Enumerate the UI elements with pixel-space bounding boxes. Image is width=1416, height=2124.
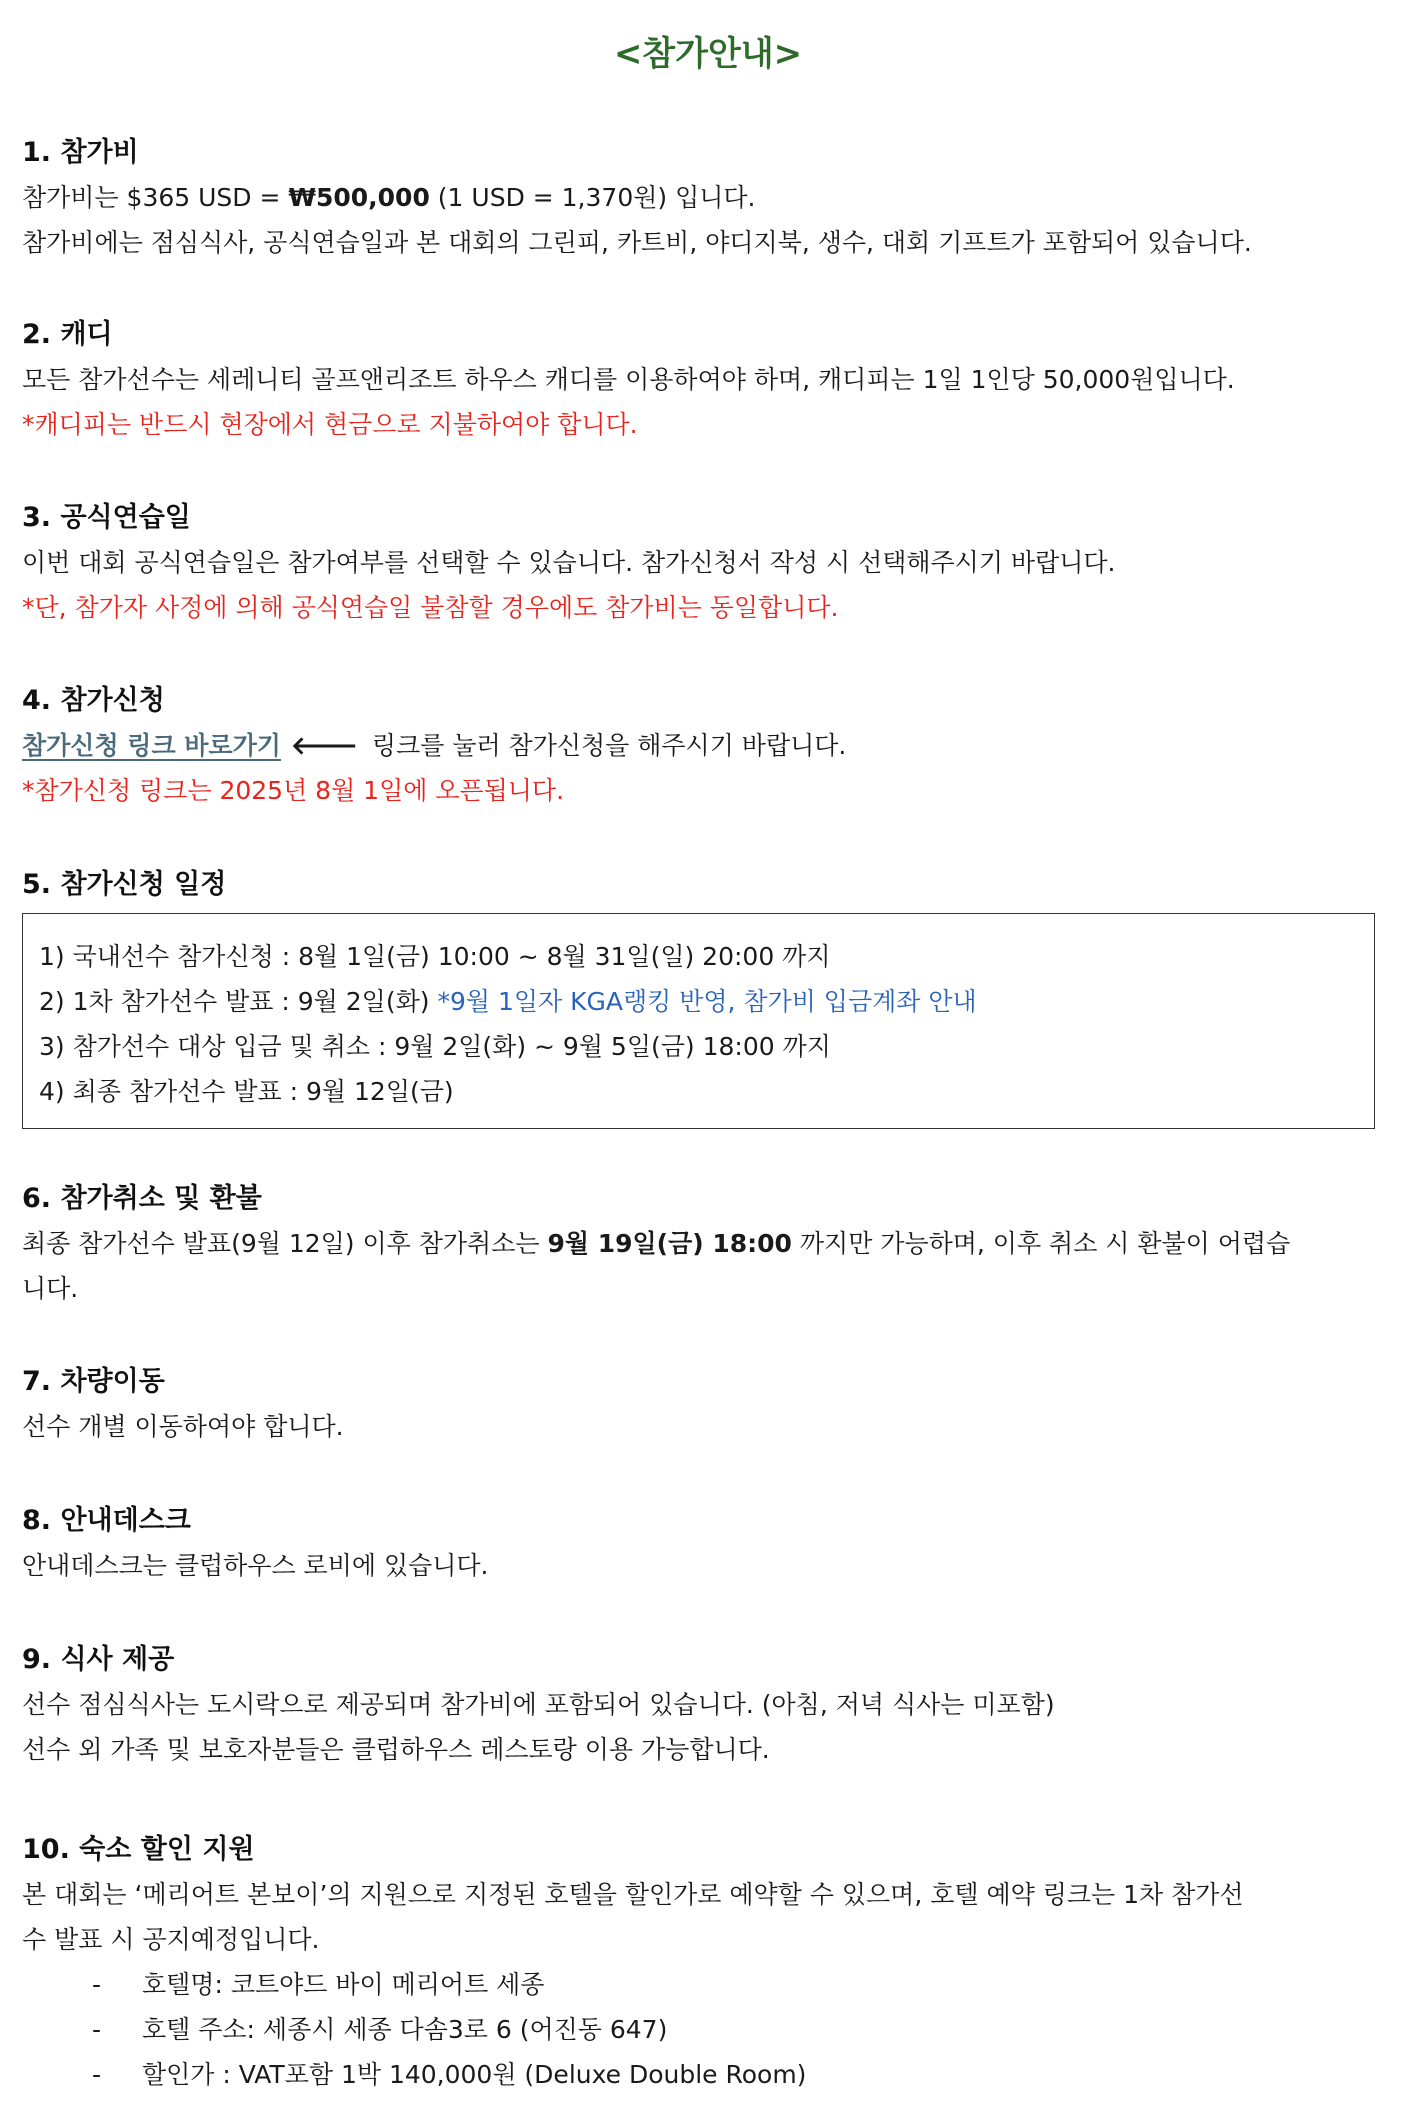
section-meal: [22, 1637, 1394, 1772]
apply-note: *참가신청 링크는 2025년 8월 1일에 오픈됩니다.: [22, 776, 565, 805]
refund-deadline: 9월 19일(금) 18:00: [547, 1229, 792, 1258]
schedule-box: [22, 913, 1375, 1129]
section-fee: [22, 130, 1394, 265]
section-heading: 6. 참가취소 및 환불: [22, 1183, 262, 1214]
refund-info-line: [22, 1221, 1394, 1266]
caddie-info-line: 모든 참가선수는 세레니티 골프앤리조트 하우스 캐디를 이용하여야 하며, 캐디피는 1일 1인당 50,000원입니다.: [22, 365, 1235, 394]
schedule-item: 1) 국내선수 참가신청 : 8월 1일(금) 10:00 ~ 8월 31일(일) 20:00 까지: [39, 942, 831, 971]
section-heading: 8. 안내데스크: [22, 1505, 191, 1536]
refund-info-line-2: 니다.: [22, 1274, 79, 1303]
arrow-left-icon: 🡐: [290, 731, 358, 760]
hotel-address: 호텔 주소: 세종시 세종 다솜3로 6 (어진동 647): [142, 2015, 668, 2044]
section-heading: 2. 캐디: [22, 319, 113, 350]
section-practice: [22, 495, 1394, 630]
refund-text: 최종 참가선수 발표(9월 12일) 이후 참가취소는: [22, 1229, 548, 1258]
section-apply: [22, 678, 1394, 813]
caddie-note: *캐디피는 반드시 현장에서 현금으로 지불하여야 합니다.: [22, 410, 638, 439]
schedule-item-text: 2) 1차 참가선수 발표 : 9월 2일(화): [39, 987, 438, 1016]
practice-note: *단, 참가자 사정에 의해 공식연습일 불참할 경우에도 참가비는 동일합니다.: [22, 593, 839, 622]
schedule-item-note: *9월 1일자 KGA랭킹 반영, 참가비 입금계좌 안내: [437, 987, 977, 1016]
hotel-name: 호텔명: 코트야드 바이 메리어트 세종: [142, 1970, 545, 1999]
dash-bullet-icon: -: [92, 2060, 102, 2089]
dash-bullet-icon: -: [92, 1970, 102, 1999]
section-heading: 3. 공식연습일: [22, 502, 191, 533]
section-heading: 7. 차량이동: [22, 1366, 165, 1397]
fee-text: 참가비는 $365 USD =: [22, 183, 289, 212]
hotel-info-line: 본 대회는 ‘메리어트 본보이’의 지원으로 지정된 호텔을 할인가로 예약할 수 있으며, 호텔 예약 링크는 1차 참가선: [22, 1880, 1244, 1909]
meal-info-line-2: 선수 외 가족 및 보호자분들은 클럽하우스 레스토랑 이용 가능합니다.: [22, 1735, 770, 1764]
section-caddie: [22, 312, 1394, 447]
fee-krw-amount: ₩500,000: [288, 183, 430, 212]
section-desk: [22, 1498, 1394, 1588]
page-title: <참가안내>: [613, 34, 803, 74]
fee-amount-line: [22, 175, 1394, 220]
fee-exchange-text: (1 USD = 1,370원) 입니다.: [429, 183, 756, 212]
schedule-item: 3) 참가선수 대상 입금 및 취소 : 9월 2일(화) ~ 9월 5일(금) 18:00 까지: [39, 1032, 831, 1061]
apply-link-line: [22, 723, 1394, 768]
apply-instruction: 링크를 눌러 참가신청을 해주시기 바랍니다.: [363, 731, 847, 760]
schedule-item: 4) 최종 참가선수 발표 : 9월 12일(금): [39, 1077, 454, 1106]
refund-text: 까지만 가능하며, 이후 취소 시 환불이 어렵습: [791, 1229, 1291, 1258]
practice-info-line: 이번 대회 공식연습일은 참가여부를 선택할 수 있습니다. 참가신청서 작성 시 선택해주시기 바랍니다.: [22, 548, 1116, 577]
section-heading: 5. 참가신청 일정: [22, 869, 227, 900]
schedule-item: [39, 979, 1374, 1024]
desk-info-line: 안내데스크는 클럽하우스 로비에 있습니다.: [22, 1551, 489, 1580]
meal-info-line: 선수 점심식사는 도시락으로 제공되며 참가비에 포함되어 있습니다. (아침, 저녁 식사는 미포함): [22, 1690, 1055, 1719]
section-transport: [22, 1359, 1394, 1449]
apply-link[interactable]: 참가신청 링크 바로가기: [22, 731, 281, 760]
section-heading: 4. 참가신청: [22, 685, 165, 716]
fee-includes-line: 참가비에는 점심식사, 공식연습일과 본 대회의 그린피, 카트비, 야디지북, 생수, 대회 기프트가 포함되어 있습니다.: [22, 228, 1252, 257]
section-heading: 9. 식사 제공: [22, 1644, 175, 1675]
dash-bullet-icon: -: [92, 2015, 102, 2044]
hotel-bullet: [22, 2052, 1394, 2097]
section-heading: 1. 참가비: [22, 137, 139, 168]
section-hotel: [22, 1827, 1394, 2097]
section-schedule: [22, 862, 1394, 1129]
transport-info-line: 선수 개별 이동하여야 합니다.: [22, 1412, 344, 1441]
hotel-info-line-2: 수 발표 시 공지예정입니다.: [22, 1925, 320, 1954]
section-heading: 10. 숙소 할인 지원: [22, 1834, 255, 1865]
hotel-bullet: [22, 2007, 1394, 2052]
section-refund: [22, 1176, 1394, 1311]
hotel-price: 할인가 : VAT포함 1박 140,000원 (Deluxe Double Room): [142, 2060, 807, 2089]
hotel-bullet: [22, 1962, 1394, 2007]
